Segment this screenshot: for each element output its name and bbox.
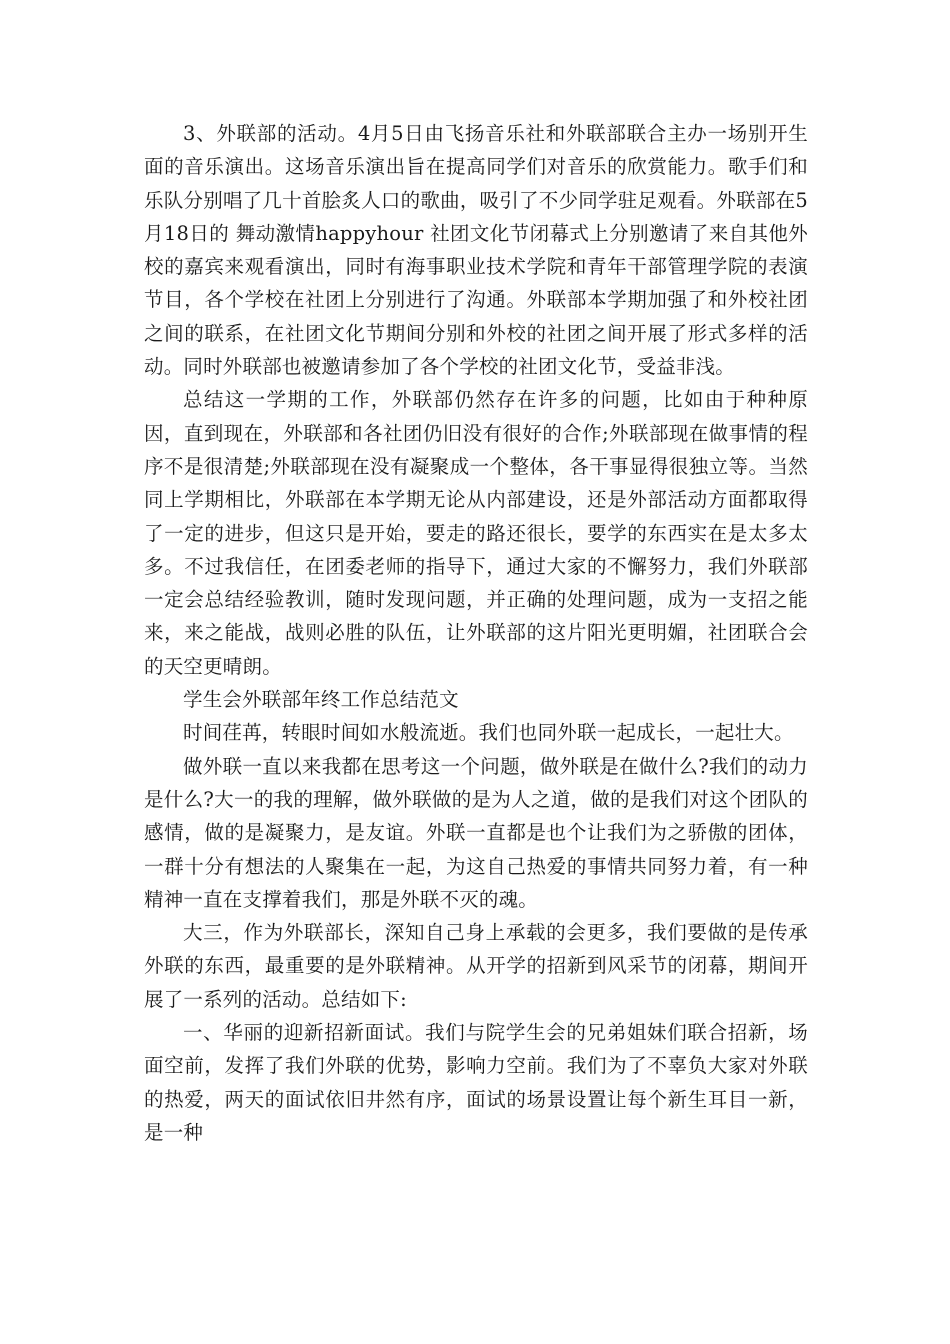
paragraph-junior-year: 大三，作为外联部长，深知自己身上承载的会更多，我们要做的是传承外联的东西，最重要的是外联精神。从开学的招新到风采节的闭幕，期间开展了一系列的活动。总结如下: (144, 921, 808, 1011)
paragraph-reflection: 做外联一直以来我都在思考这一个问题，做外联是在做什么?我们的动力是什么?大一的我的理解，做外联做的是为人之道，做的是我们对这个团队的感情，做的是凝聚力，是友谊。外联一直都是也个让我们为之骄傲的团体，一群十分有想法的人聚集在一起，为这自己热爱的事情共同努力着，有一种精神一直在支撑着我们，那是外联不灭的魂。 (144, 754, 808, 911)
document-body (144, 117, 808, 1149)
paragraph-recruitment: 一、华丽的迎新招新面试。我们与院学生会的兄弟姐妹们联合招新，场面空前，发挥了我们外联的优势，影响力空前。我们为了不辜负大家对外联的热爱，两天的面试依旧井然有序，面试的场景设置让每个新生耳目一新，是一种 (144, 1021, 808, 1144)
document-title: 学生会外联部年终工作总结范文 (183, 688, 459, 712)
paragraph-activities: 3、外联部的活动。4月5日由飞扬音乐社和外联部联合主办一场别开生面的音乐演出。这场音乐演出旨在提高同学们对音乐的欣赏能力。歌手们和乐队分别唱了几十首脍炙人口的歌曲，吸引了不少同学驻足观看。外联部在5月18日的 舞动激情happyhour 社团文化节闭幕式上分别邀请了来自其他外校的嘉宾来观看演出，同时有海事职业技术学院和青年干部管理学院的表演节目，各个学校在社团上分别进行了沟通。外联部本学期加强了和外校社团之间的联系，在社团文化节期间分别和外校的社团之间开展了形式多样的活动。同时外联部也被邀请参加了各个学校的社团文化节，受益非浅。 (144, 122, 808, 379)
paragraph-summary: 总结这一学期的工作，外联部仍然存在许多的问题，比如由于种种原因，直到现在，外联部和各社团仍旧没有很好的合作;外联部现在做事情的程序不是很清楚;外联部现在没有凝聚成一个整体，各干事显得很独立等。当然同上学期相比，外联部在本学期无论从内部建设，还是外部活动方面都取得了一定的进步，但这只是开始，要走的路还很长，要学的东西实在是太多太多。不过我信任，在团委老师的指导下，通过大家的不懈努力，我们外联部一定会总结经验教训，随时发现问题，并正确的处理问题，成为一支招之能来，来之能战，战则必胜的队伍，让外联部的这片阳光更明媚，社团联合会的天空更晴朗。 (144, 388, 808, 678)
paragraph-intro: 时间荏苒，转眼时间如水般流逝。我们也同外联一起成长，一起壮大。 (183, 721, 794, 745)
